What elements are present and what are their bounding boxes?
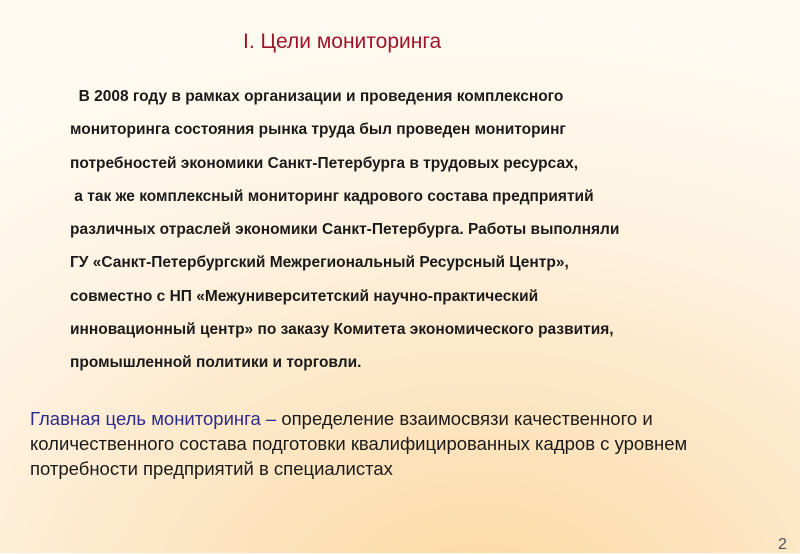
page-number: 2 (778, 536, 787, 553)
main-goal (30, 406, 775, 481)
body-line: совместно с НП «Межуниверситетский научно-практический (70, 287, 539, 305)
body-line: различных отраслей экономики Санкт-Петербурга. Работы выполняли (70, 221, 620, 239)
main-goal-text: определение взаимосвязи качественного и количественного состава подготовки квалифицированных кадров с уровнем потребности предприятий в специалистах (30, 408, 688, 479)
main-goal-lead: Главная цель мониторинга – (30, 408, 282, 429)
body-line: потребностей экономики Санкт-Петербурга в трудовых ресурсах, (70, 154, 578, 172)
body-line: инновационный центр» по заказу Комитета экономического развития, (70, 321, 614, 339)
body-line: а так же комплексный мониторинг кадрового состава предприятий (70, 187, 594, 205)
body-line: ГУ «Санкт-Петербургский Межрегиональный Ресурсный Центр», (70, 254, 569, 272)
slide-title: I. Цели мониторинга (243, 30, 442, 53)
body-paragraph (70, 86, 770, 386)
body-line: мониторинга состояния рынка труда был проведен мониторинг (70, 121, 566, 139)
body-line: В 2008 году в рамках организации и проведения комплексного (70, 88, 564, 105)
body-line: промышленной политики и торговли. (70, 354, 362, 372)
